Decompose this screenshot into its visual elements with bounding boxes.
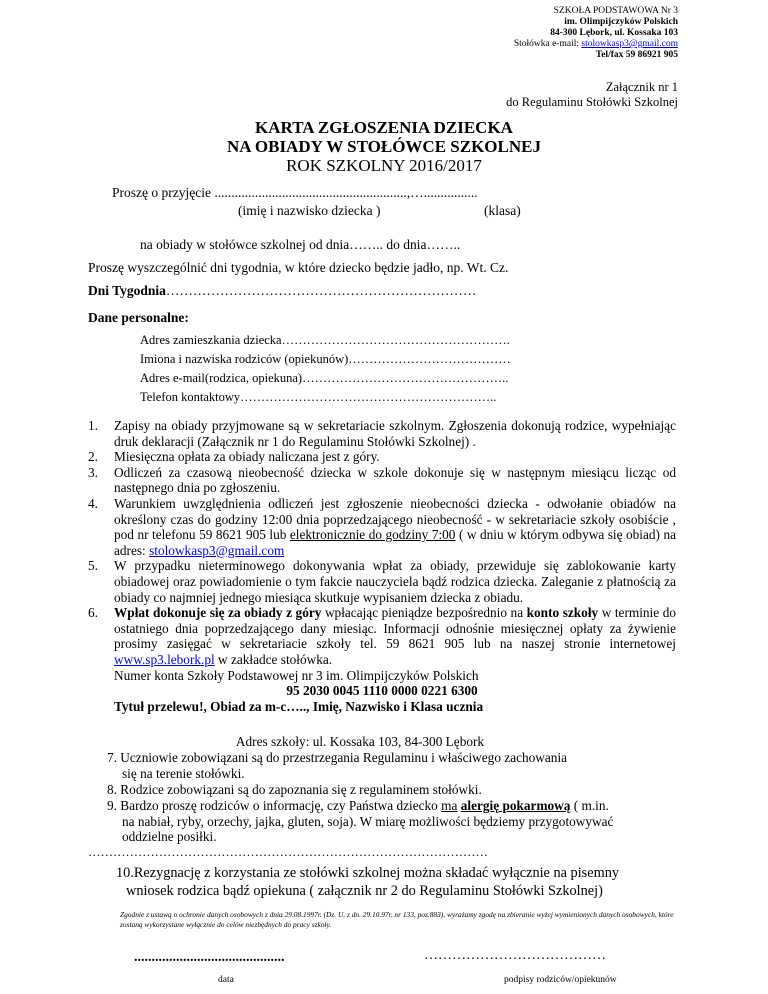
title-line-2: NA OBIADY W STOŁÓWCE SZKOLNEJ (227, 137, 541, 156)
date-label: data (218, 975, 234, 985)
days-label: Dni Tygodnia (88, 283, 166, 298)
signature-dots: ………………………………… (424, 948, 606, 963)
personal-data-heading: Dane personalne: (88, 310, 189, 325)
field-contact-phone: Telefon kontaktowy…………………………………………………….. (140, 390, 497, 404)
rule-9: 9. Bardzo proszę rodziców o informację, czy Państwa dziecko ma alergię pokarmową ( m.in. na nabiał, ryby, orzechy, jajka, gluten, soja). W miarę możliwości będziemy przygotowywać oddzielne posiłki. (107, 798, 614, 845)
electronic-deadline: elektronicznie do godziny 7:00 (289, 527, 456, 543)
field-child-address: Adres zamieszkania dziecka………………………………………………. (140, 333, 510, 347)
field-parent-email: Adres e-mail(rodzica, opiekuna)………………………………………….. (140, 371, 509, 385)
rule-1: 1. Zapisy na obiady przyjmowane są w sekretariacie szkolnym. Zgłoszenia dokonują rodzice, wypełniając druk deklaracji (Załącznik nr 1 do Regulaminu Stołówki Szkolnej) . (88, 418, 676, 449)
annex-line-2: do Regulaminu Stołówki Szkolnej (506, 95, 678, 109)
rule-2: 2. Miesięczna opłata za obiady naliczana jest z góry. (88, 449, 380, 465)
annex-note (506, 80, 678, 110)
school-phone: Tel/fax 59 86921 905 (595, 50, 678, 60)
annex-line-1: Załącznik nr 1 (605, 80, 678, 94)
days-instruction: Proszę wyszczególnić dni tygodnia, w które dziecko będzie jadło, np. Wt. Cz. (88, 260, 509, 275)
rule-8: 8. Rodzice zobowiązani są do zapoznania się z regulaminem stołówki. (107, 782, 482, 797)
request-line: Proszę o przyjęcie .........................................................,…................ (112, 185, 478, 200)
personal-fields (140, 331, 511, 407)
canteen-email-line (514, 39, 678, 50)
canteen-email-link[interactable]: stolowkasp3@gmail.com (581, 39, 678, 49)
data-consent-note: Zgodnie z ustawą o ochronie danych osobowych z dnia 29.08.1997r. (Dz. U. z dn. 29.10.97r. nr 133, poz.883), wyrażamy zgodę na zbieranie wyżej wymienionych danych osobowych, które zostaną wykorzystane wyłącznie do celów niezbędnych do pracy szkoły. (120, 910, 674, 929)
field-parents-names: Imiona i nazwiska rodziców (opiekunów)………………………………… (140, 352, 511, 366)
rule-3: 3. Odliczeń za czasową nieobecność dziecka w szkole dokonuje się w następnym miesiącu licząc od następnego dnia po zgłoszeniu. (88, 464, 676, 496)
rules-list (88, 418, 676, 714)
school-name: SZKOŁA PODSTAWOWA Nr 3 (553, 6, 678, 16)
dates-line: na obiady w stołówce szkolnej od dnia…….. do dnia…….. (140, 237, 461, 252)
school-website-link[interactable]: www.sp3.lebork.pl (114, 651, 215, 667)
rule-7: 7. Uczniowie zobowiązani są do przestrzegania Regulaminu i właściwego zachowania się na terenie stołówki. (107, 750, 568, 781)
date-dots: ........................................... (134, 950, 285, 965)
school-address-line: Adres szkoły: ul. Kossaka 103, 84-300 Lębork (235, 734, 485, 749)
title-school-year: ROK SZKOLNY 2016/2017 (286, 156, 482, 175)
child-name-hint: (imię i nazwisko dziecka ) (238, 203, 381, 218)
rule-6: 6. Wpłat dokonuje się za obiady z góry wpłacając pieniądze bezpośrednio na konto szkoły w terminie do ostatniego dnia poprzedzającego dany miesiąc. Informacji odnośnie miesięcznej opłaty za żywienie prosimy zasięgać w sekretariacie szkoły tel. 59 8621 905 lub na naszej stronie internetowej www.sp3.lebork.pl w zakładce stołówka. (88, 605, 676, 667)
school-patron: im. Olimpijczyków Polskich (564, 17, 678, 27)
absence-email-link[interactable]: stolowkasp3@gmail.com (149, 542, 285, 558)
transfer-title: Tytuł przelewu!, Obiad za m-c….., Imię, Nazwisko i Klasa ucznia (114, 698, 484, 714)
account-number: 95 2030 0045 1110 0000 0221 6300 (286, 683, 478, 699)
title-line-1: KARTA ZGŁOSZENIA DZIECKA (255, 118, 513, 137)
days-line (88, 283, 476, 299)
class-hint: (klasa) (484, 203, 521, 218)
rule-5: 5. W przypadku nieterminowego dokonywania wpłat za obiady, przewiduje się zablokowanie karty obiadowej oraz powiadomienie o tym fakcie nauczyciela bądź rodzica dziecka. Zaleganie z płatnością za obiady co najmniej jednego miesiąca skutkuje wypisaniem dziecka z obiadu. (88, 558, 676, 605)
school-header (514, 6, 678, 61)
email-label: Stołówka e-mail: (513, 39, 582, 49)
rule-10: 10.Rezygnację z korzystania ze stołówki szkolnej można składać wyłącznie na pisemny wniosek rodzica bądź opiekuna ( załącznik nr 2 do Regulaminu Stołówki Szkolnej) (116, 865, 619, 899)
school-address: 84-300 Lębork, ul. Kossaka 103 (550, 28, 678, 38)
separator-dots: …………………………………………………………………………………… (88, 845, 488, 859)
rule-4: 4. Warunkiem uwzględnienia odliczeń jest zgłoszenie nieobecności dziecka - odwołanie obiadów na określony czas do godziny 12:00 dnia poprzedzającego nieobecność - w sekretariacie szkoły osobiście , pod nr telefonu 59 8621 905 lub elektronicznie do godziny 7:00 ( w dniu w którym odbywa się obiad) na adres: stolowkasp3@gmail.com (88, 495, 676, 558)
document-title (0, 118, 768, 175)
signature-label: podpisy rodziców/opiekunów (504, 975, 617, 985)
food-allergy: alergię pokarmową (460, 798, 571, 813)
days-dots: …………………………………………………………… (165, 283, 477, 298)
account-label: Numer konta Szkoły Podstawowej nr 3 im. Olimpijczyków Polskich (114, 667, 479, 683)
